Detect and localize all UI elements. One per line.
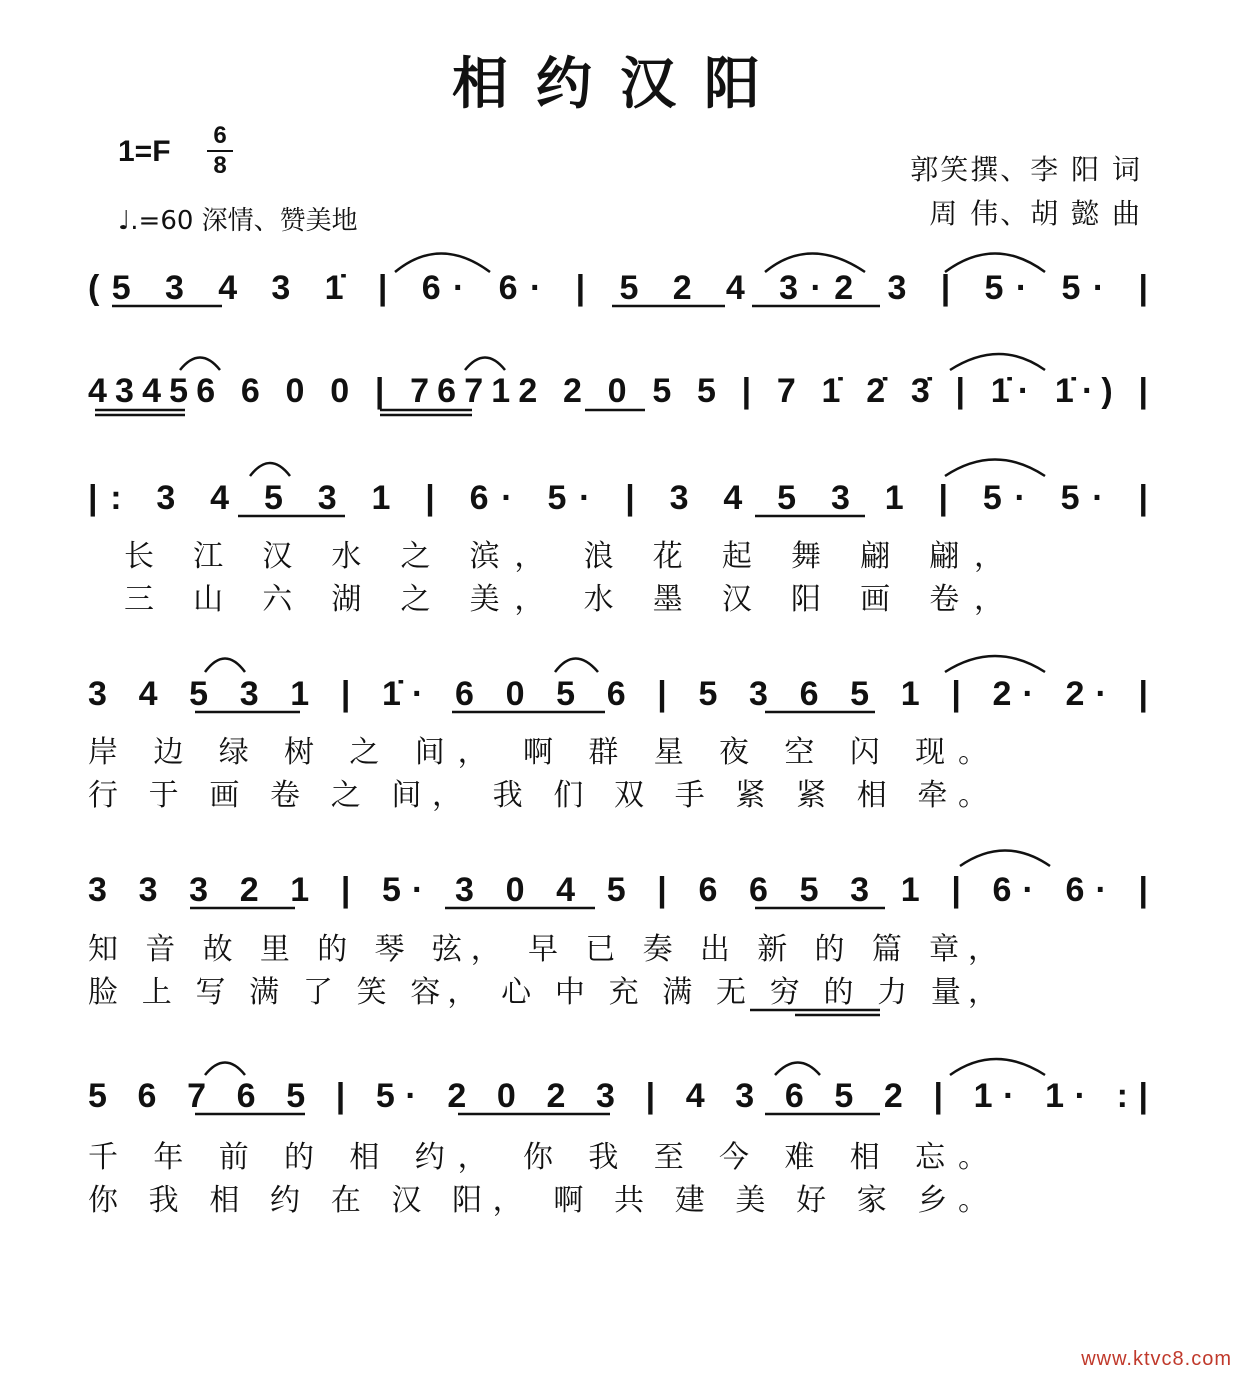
lyric-line: 岸 边 绿 树 之 间， 啊 群 星 夜 空 闪 现。 [88,735,988,770]
tie [950,1059,1045,1075]
time-numerator: 6 [213,122,227,149]
tie [945,656,1045,672]
tie [765,254,865,273]
tie [205,1063,245,1076]
tie [395,254,490,273]
tempo-marking: ♩.=60 深情、赞美地 [118,206,358,236]
notation-line: |: 3 4 5 3 1 | 6· 5· | 3 4 5 3 1 | 5· 5· | [88,479,1149,517]
lyric-line: 行 于 画 卷 之 间， 我 们 双 手 紧 紧 相 牵。 [88,778,988,813]
tie [465,358,505,371]
watermark: www.ktvc8.com [1081,1348,1232,1370]
lyric-line: 千 年 前 的 相 约， 你 我 至 今 难 相 忘。 [88,1140,988,1175]
time-denominator: 8 [213,152,227,179]
lyricist-credit: 郭笑撰、李 阳 词 [910,153,1142,186]
lyric-line: 三 山 六 湖 之 美， 水 墨 汉 阳 画 卷， [124,582,1004,617]
tie [205,659,245,673]
tie [950,354,1045,370]
tie [775,1063,820,1076]
key-signature: 1=F [118,135,171,168]
notation-line: (5 3 4 3 1̇ | 6· 6· | 5 2 4 3·2 3 | 5· 5· | [88,269,1148,307]
composer-credit: 周 伟、胡 懿 曲 [929,197,1142,230]
tie [945,254,1045,273]
lyric-line: 长 江 汉 水 之 滨， 浪 花 起 舞 翩 翩， [124,539,1004,574]
tie [250,463,290,476]
tie [180,358,220,371]
lyric-line: 知 音 故 里 的 琴 弦， 早 已 奏 出 新 的 篇 章， [88,932,998,967]
tie [555,659,598,673]
notation-line: 43456 6 0 0 | 76712 2 0 5 5 | 7 1̇ 2̇ 3̇ | 1̇· 1̇·) | [88,372,1148,410]
tie [945,460,1045,477]
song-title: 相约汉阳 [452,51,788,117]
notation-line: 3 4 5 3 1 | 1̇· 6 0 5 6 | 5 3 6 5 1 | 2· 2· | [88,675,1149,713]
notation-line: 3 3 3 2 1 | 5· 3 0 4 5 | 6 6 5 3 1 | 6· 6· | [88,871,1149,909]
lyric-line: 你 我 相 约 在 汉 阳， 啊 共 建 美 好 家 乡。 [88,1183,988,1218]
notation-line: 5 6 7 6 5 | 5· 2 0 2 3 | 4 3 6 5 2 | 1· 1· :| [88,1077,1148,1115]
tie [960,851,1050,867]
lyric-line: 脸 上 写 满 了 笑 容， 心 中 充 满 无 穷 的 力 量， [88,975,998,1010]
